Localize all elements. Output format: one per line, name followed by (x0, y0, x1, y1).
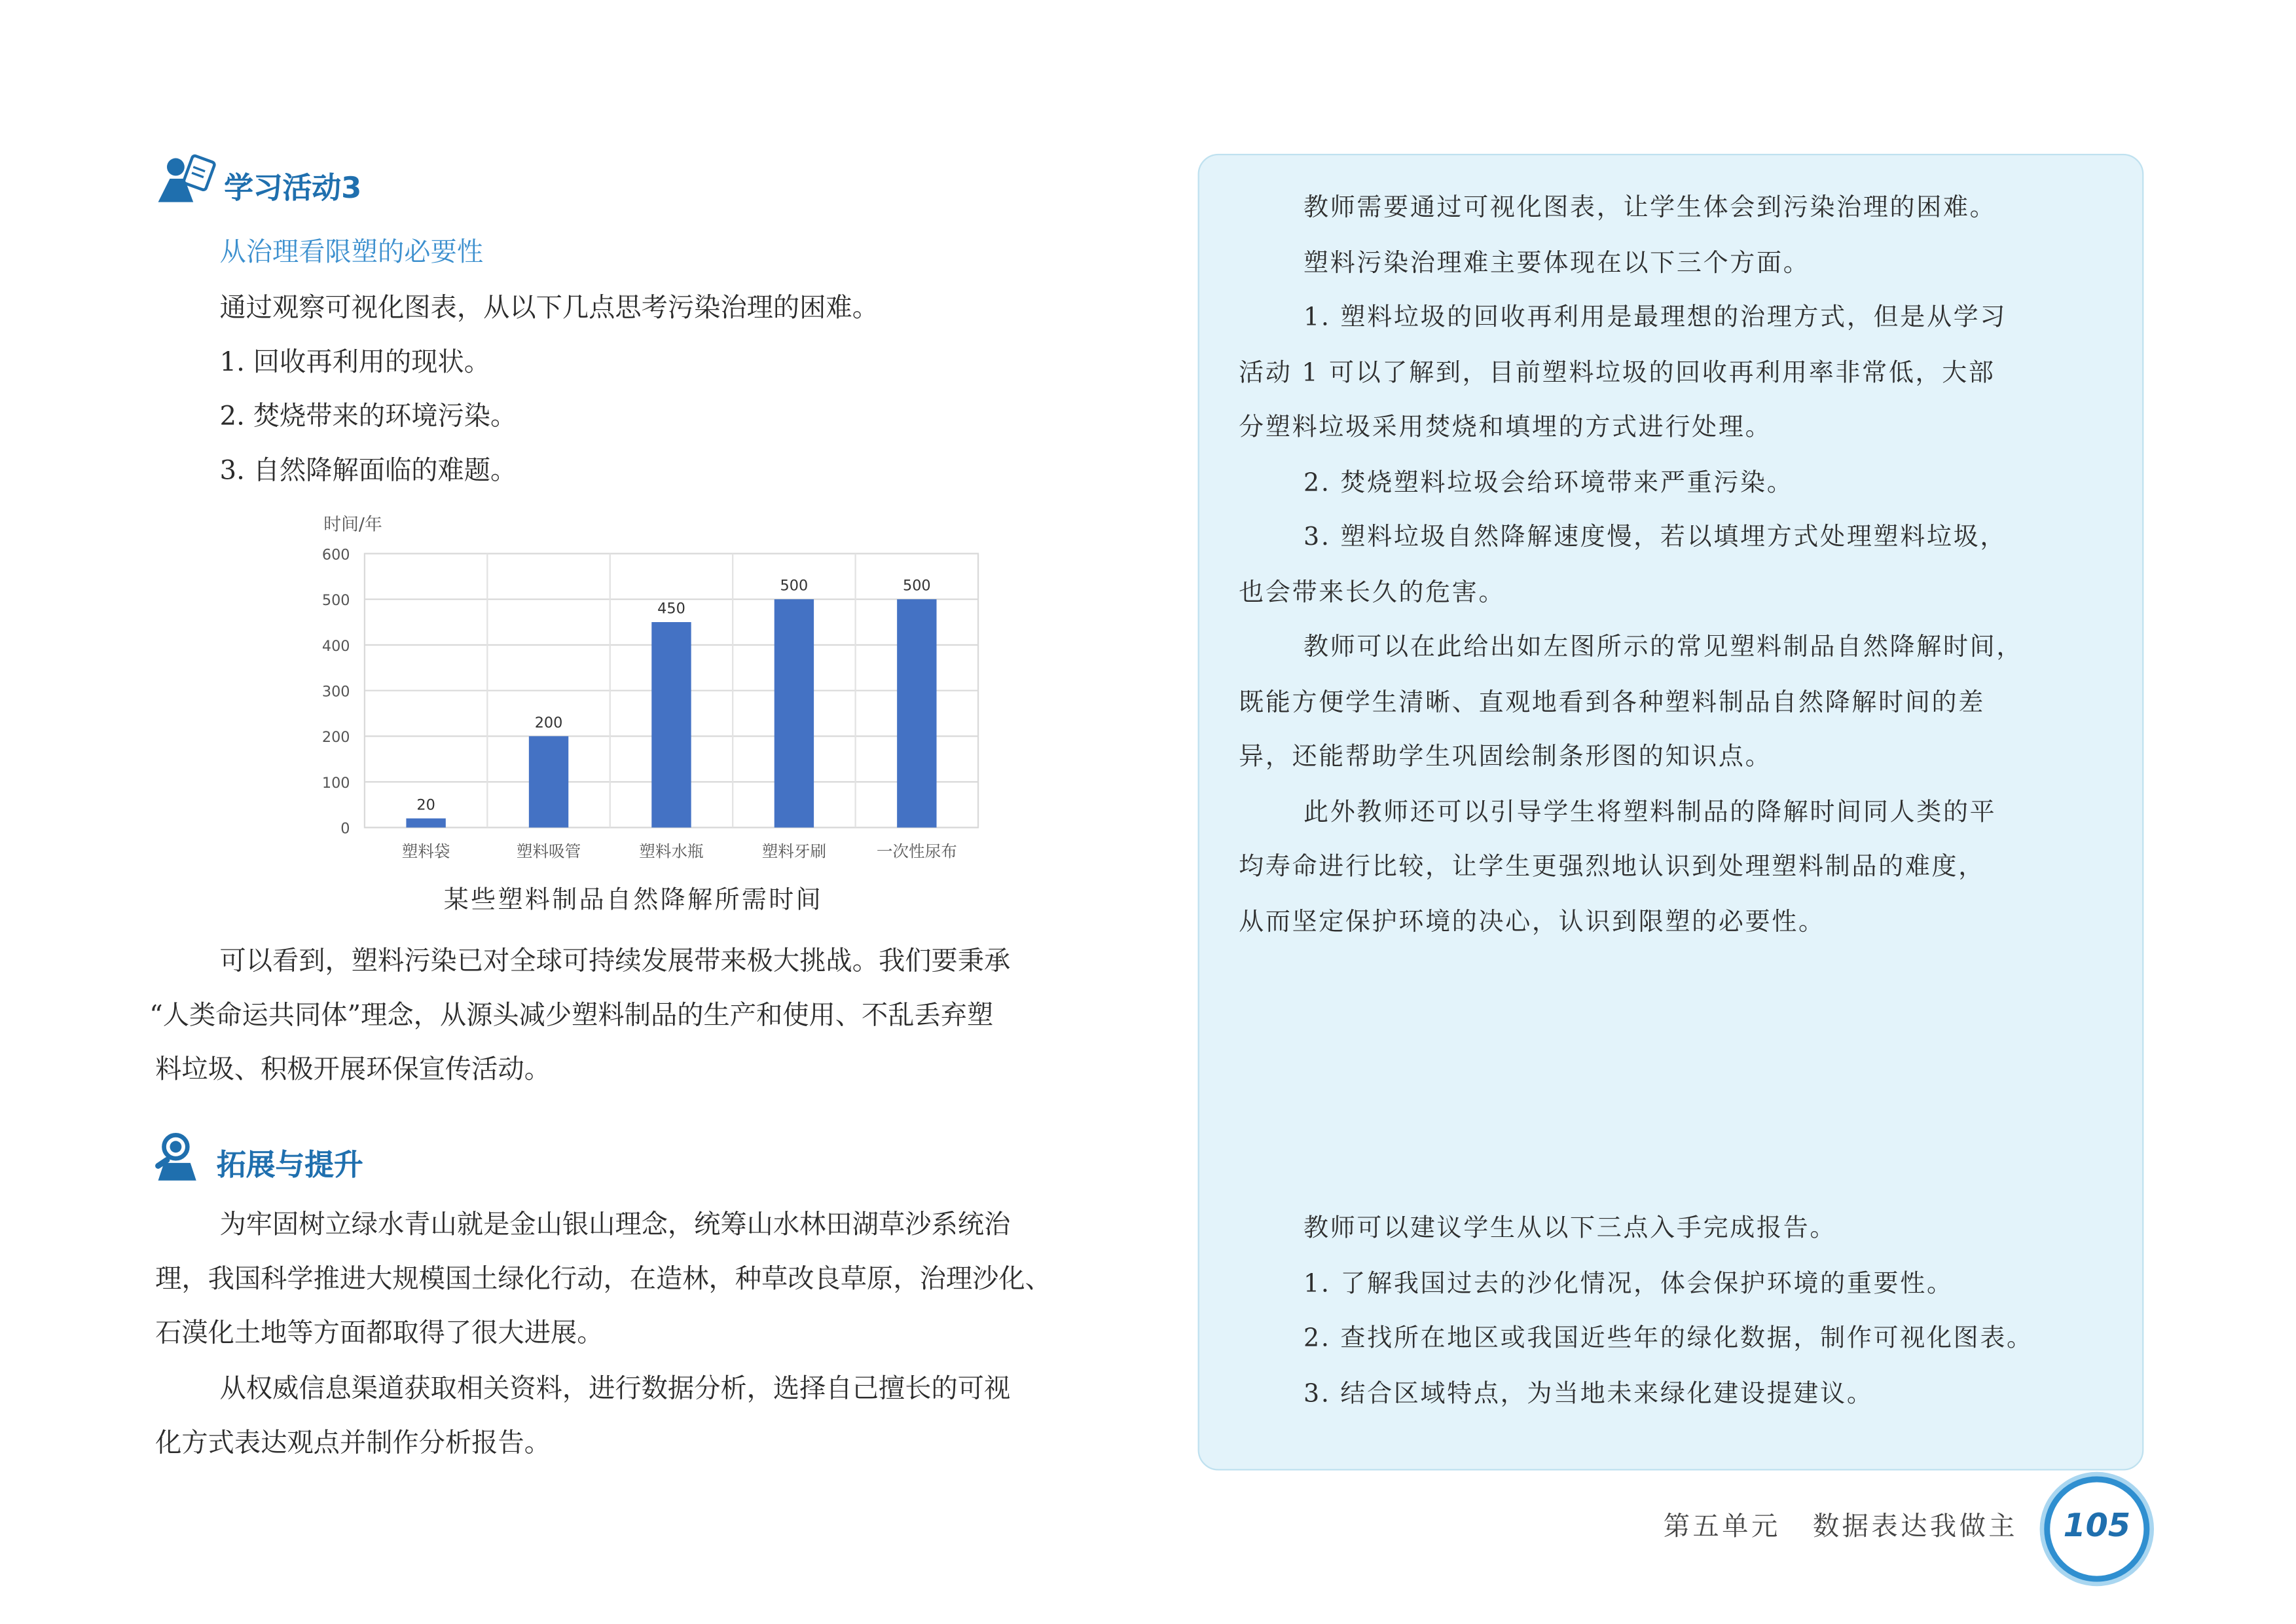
panel-line: 既能方便学生清晰、直观地看到各种塑料制品自然降解时间的差 (1239, 688, 1985, 717)
y-axis-label: 时间/年 (323, 514, 382, 535)
page-number: 105 (2063, 1508, 2131, 1545)
footer-unit: 第五单元 (1663, 1511, 1781, 1543)
teacher-notes-panel (1198, 154, 2144, 1471)
point-3: 3. 自然降解面临的难题。 (219, 455, 517, 487)
panel-line: 塑料污染治理难主要体现在以下三个方面。 (1303, 248, 1810, 278)
extend-title: 拓展与提升 (217, 1147, 363, 1182)
extend-line: 石漠化土地等方面都取得了很大进展。 (155, 1318, 604, 1349)
data-label: 450 (657, 600, 685, 618)
extend-line: 为牢固树立绿水青山就是金山银山理念，统筹山水林田湖草沙系统治 (219, 1209, 1011, 1241)
activity-icon (155, 153, 219, 206)
panel-line: 此外教师还可以引导学生将塑料制品的降解时间同人类的平 (1303, 797, 1997, 827)
point-2: 2. 焚烧带来的环境污染。 (219, 401, 517, 432)
extend-line: 理，我国科学推进大规模国土绿化行动，在造林，种草改良草原，治理沙化、 (155, 1264, 1051, 1295)
x-tick-label: 塑料水瓶 (639, 841, 704, 861)
extend-icon (153, 1131, 206, 1184)
chart-caption: 某些塑料制品自然降解所需时间 (443, 886, 823, 915)
panel-line: 1. 塑料垃圾的回收再利用是最理想的治理方式，但是从学习 (1303, 303, 2007, 333)
data-label: 20 (416, 796, 435, 814)
panel-line: 分塑料垃圾采用焚烧和填埋的方式进行处理。 (1239, 413, 1772, 443)
data-label: 500 (780, 577, 809, 595)
bar (651, 622, 691, 828)
point-1: 1. 回收再利用的现状。 (219, 347, 491, 378)
y-tick-label: 500 (321, 592, 350, 610)
bar (529, 736, 568, 827)
extend-line: 化方式表达观点并制作分析报告。 (155, 1428, 551, 1459)
y-tick-label: 100 (321, 774, 350, 792)
panel-line: 2. 焚烧塑料垃圾会给环境带来严重污染。 (1303, 468, 1794, 498)
y-tick-label: 300 (321, 683, 350, 701)
panel-line: 从而坚定保护环境的决心，认识到限塑的必要性。 (1239, 907, 1825, 937)
panel-line: 异，还能帮助学生巩固绘制条形图的知识点。 (1239, 742, 1772, 772)
y-tick-label: 0 (340, 820, 350, 838)
panel-line: 也会带来长久的危害。 (1239, 578, 1506, 608)
conclusion-line: “人类命运共同体”理念，从源头减少塑料制品的生产和使用、不乱丢弃塑 (149, 1000, 994, 1031)
teacher-notes-top (1239, 181, 2117, 950)
x-tick-label: 塑料袋 (401, 841, 450, 861)
conclusion-line: 料垃圾、积极开展环保宣传活动。 (155, 1054, 551, 1086)
intro-text: 通过观察可视化图表，从以下几点思考污染治理的困难。 (219, 293, 879, 324)
page-number-badge (2044, 1476, 2149, 1581)
extend-paragraph-1 (155, 1198, 1165, 1361)
panel-line: 教师可以建议学生从以下三点入手完成报告。 (1303, 1214, 1837, 1244)
conclusion-paragraph (149, 934, 1151, 1097)
footer-unit-title: 数据表达我做主 (1812, 1511, 2018, 1543)
extend-line: 从权威信息渠道获取相关资料，进行数据分析，选择自己擅长的可视 (219, 1373, 1011, 1405)
x-tick-label: 一次性尿布 (876, 841, 957, 861)
y-tick-label: 600 (321, 546, 350, 564)
panel-line: 均寿命进行比较，让学生更强烈地认识到处理塑料制品的难度， (1239, 852, 1985, 882)
x-tick-label: 塑料牙刷 (761, 841, 827, 861)
magnifier-person-icon (153, 1131, 206, 1184)
panel-line: 教师需要通过可视化图表，让学生体会到污染治理的困难。 (1303, 193, 1997, 223)
bar (406, 819, 445, 828)
panel-line: 2. 查找所在地区或我国近些年的绿化数据，制作可视化图表。 (1303, 1323, 2033, 1354)
conclusion-line: 可以看到，塑料污染已对全球可持续发展带来极大挑战。我们要秉承 (219, 946, 1011, 977)
y-tick-label: 200 (321, 729, 350, 747)
activity-subtitle: 从治理看限塑的必要性 (219, 237, 484, 268)
panel-line: 教师可以在此给出如左图所示的常见塑料制品自然降解时间， (1303, 633, 2024, 662)
data-label: 200 (534, 714, 563, 731)
panel-line: 3. 塑料垃圾自然降解速度慢，若以填埋方式处理塑料垃圾， (1303, 523, 2007, 553)
data-label: 500 (902, 577, 931, 595)
activity-title: 学习活动3 (224, 170, 362, 206)
panel-line: 活动 1 可以了解到，目前塑料垃圾的回收再利用率非常低，大部 (1239, 358, 1995, 388)
extend-paragraph-2 (155, 1362, 1165, 1471)
panel-line: 3. 结合区域特点，为当地未来绿化建设提建议。 (1303, 1378, 1874, 1409)
x-tick-label: 塑料吸管 (516, 841, 581, 861)
y-tick-label: 400 (321, 637, 350, 655)
bar (897, 599, 936, 828)
bar (774, 599, 814, 828)
degradation-bar-chart (293, 506, 1010, 872)
panel-line: 1. 了解我国过去的沙化情况，体会保护环境的重要性。 (1303, 1269, 1954, 1299)
teacher-notes-bottom (1239, 1202, 2117, 1422)
student-reading-icon (155, 153, 219, 206)
